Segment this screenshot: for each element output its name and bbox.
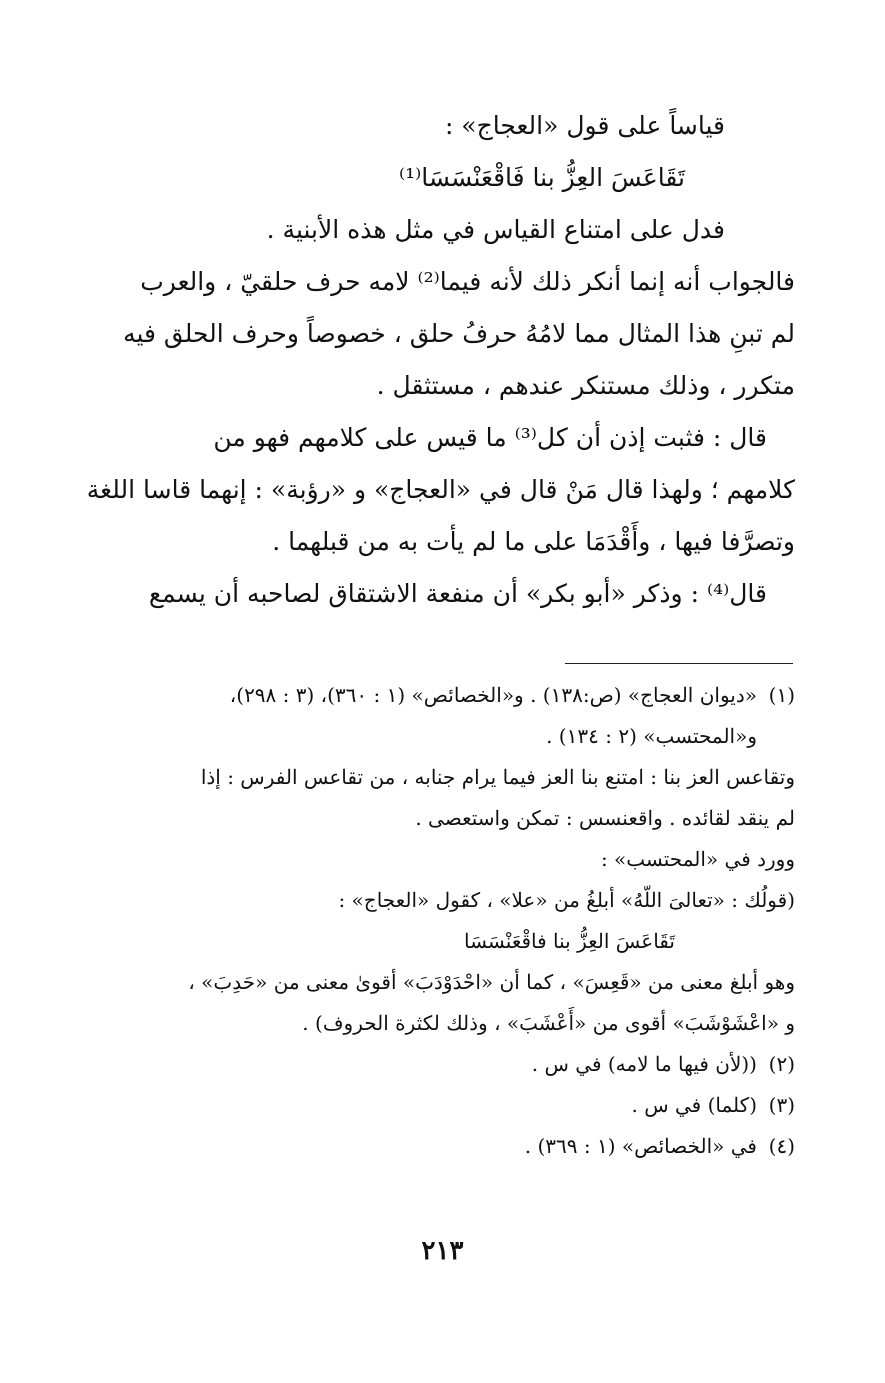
text-line: كلامهم ؛ ولهذا قال مَنْ قال في «العجاج» و «رؤبة» : إنهما قاسا اللغة bbox=[86, 475, 795, 504]
footnote-separator bbox=[565, 663, 793, 664]
footnote-text: وورد في «المحتسب» : bbox=[600, 847, 795, 871]
text-line: فالجواب أنه إنما أنكر ذلك لأنه فيما⁽²⁾ لامه حرف حلقيّ ، والعرب bbox=[140, 267, 795, 296]
footnote-text: (قولُك : «تعالىَ اللّهُ» أبلغُ من «علا» ، كقول «العجاج» : bbox=[338, 888, 795, 912]
text-line: متكرر ، وذلك مستنكر عندهم ، مستثقل . bbox=[376, 371, 795, 400]
footnote-1 bbox=[95, 675, 795, 716]
footnote-text: و«المحتسب» (٢ : ١٣٤) . bbox=[546, 724, 757, 748]
verse-line: تَقَاعَسَ العِزُّ بنا فَاقْعَنْسَسَا⁽¹⁾ bbox=[398, 163, 685, 192]
main-text bbox=[86, 100, 795, 620]
footnote-text: ((لأن فيها ما لامه) في س . bbox=[531, 1052, 757, 1076]
footnote-verse: تَقَاعَسَ العِزُّ بنا فاقْعَنْسَسَا bbox=[464, 929, 675, 953]
footnote-text: في «الخصائص» (١ : ٣٦٩) . bbox=[524, 1134, 757, 1158]
footnote-number: (٤) bbox=[768, 1134, 795, 1158]
footnote-text: وتقاعس العز بنا : امتنع بنا العز فيما يرام جنابه ، من تقاعس الفرس : إذا bbox=[200, 765, 795, 789]
footnotes bbox=[95, 675, 795, 1167]
text-line: لم تبنِ هذا المثال مما لامُهُ حرفُ حلق ، خصوصاً وحرف الحلق فيه bbox=[123, 319, 795, 348]
footnote-4 bbox=[95, 1126, 795, 1167]
footnote-number: (١) bbox=[768, 683, 795, 707]
page-number: ٢١٣ bbox=[421, 1236, 464, 1266]
text-line: قال : فثبت إذن أن كل⁽³⁾ ما قيس على كلامهم فهو من bbox=[213, 423, 767, 452]
footnote-text: و «اعْشَوْشَبَ» أقوى من «أَعْشَبَ» ، وذلك لكثرة الحروف) . bbox=[302, 1011, 795, 1035]
text-line: وتصرَّفا فيها ، وأَقْدَمَا على ما لم يأت به من قبلهما . bbox=[272, 527, 795, 556]
footnote-number: (٢) bbox=[768, 1052, 795, 1076]
footnote-text: (كلما) في س . bbox=[631, 1093, 757, 1117]
footnote-3 bbox=[95, 1085, 795, 1126]
footnote-2 bbox=[95, 1044, 795, 1085]
text-line: فدل على امتناع القياس في مثل هذه الأبنية . bbox=[266, 215, 725, 244]
footnote-text: وهو أبلغ معنى من «قَعِسَ» ، كما أن «احْدَوْدَبَ» أقوىٰ معنى من «حَدِبَ» ، bbox=[188, 970, 795, 994]
footnote-text: لم ينقد لقائده . واقعنسس : تمكن واستعصى . bbox=[415, 806, 795, 830]
text-line: قياساً على قول «العجاج» : bbox=[444, 111, 725, 140]
text-line: قال⁽⁴⁾ : وذكر «أبو بكر» أن منفعة الاشتقاق لصاحبه أن يسمع bbox=[148, 579, 767, 608]
footnote-text: «ديوان العجاج» (ص:١٣٨) . و«الخصائص» (١ : ٣٦٠)، (٣ : ٢٩٨)، bbox=[229, 683, 757, 707]
footnote-number: (٣) bbox=[768, 1093, 795, 1117]
